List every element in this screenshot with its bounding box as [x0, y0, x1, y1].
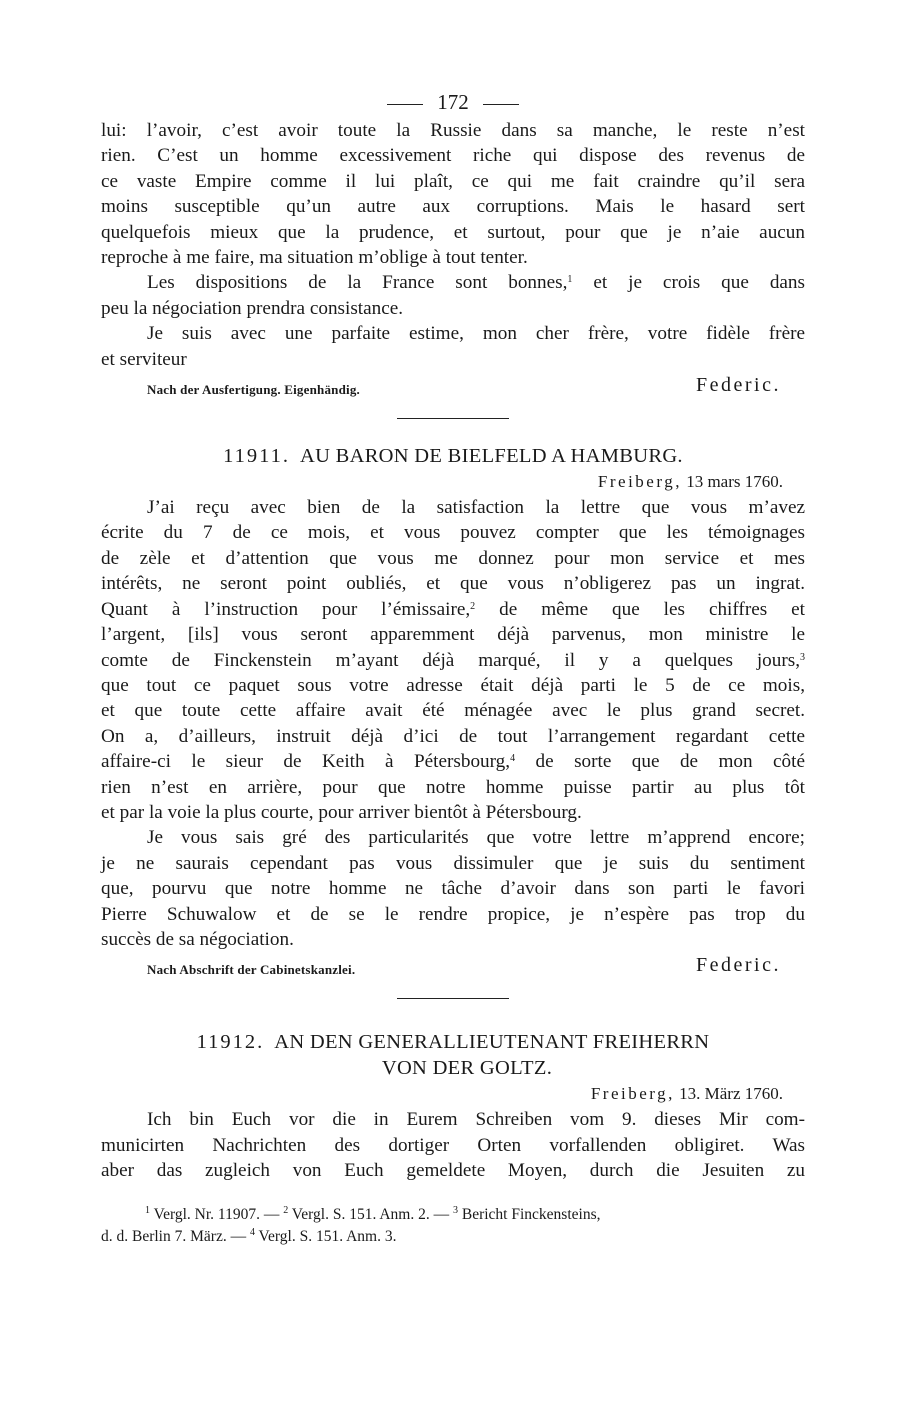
text-fragment: et je crois que dans — [572, 272, 805, 294]
letter-number: 11912. — [196, 1031, 265, 1054]
footnote-marker: 2 — [470, 600, 476, 612]
letter-date: 13. März 1760. — [679, 1084, 783, 1104]
text-line: J’ai reçu avec bien de la satisfaction la lettre que vous m’avez — [147, 497, 805, 519]
text-line: intérêts, ne seront point oubliés, et que vous n’obligerez pas un ingrat. — [101, 573, 805, 595]
page-header — [101, 86, 805, 118]
footnote-marker: 3 — [800, 651, 805, 663]
text-line: peu la négociation prendra consistance. — [101, 297, 404, 319]
text-line: moins susceptible qu’un autre aux corruptions. Mais le hasard sert — [101, 196, 805, 218]
text-fragment: Les dispositions de la France sont bonnes, — [147, 272, 568, 294]
text-line: et que toute cette affaire avait été ménagée avec le plus grand secret. — [101, 700, 805, 722]
footnote-text: Bericht Finckensteins, — [457, 1205, 601, 1223]
footnote-marker: 1 — [145, 1204, 150, 1216]
previous-letter-footer — [101, 374, 805, 402]
letter-body — [101, 495, 805, 952]
text-line — [101, 749, 805, 774]
text-line: que tout ce paquet sous votre adresse était déjà parti le 5 de ce mois, — [101, 674, 805, 696]
letter-body — [101, 1107, 805, 1183]
letter-title: AN DEN GENERALLIEUTENANT FREIHERRN — [274, 1031, 710, 1054]
footnote-marker: 1 — [567, 274, 573, 286]
header-dash-right — [483, 104, 519, 105]
place-name: Freiberg, — [597, 472, 682, 492]
place-name: Freiberg, — [590, 1084, 675, 1104]
footnote-text: d. d. Berlin 7. März. — — [101, 1227, 250, 1245]
text-fragment: comte de Finckenstein m’ayant déjà marqué, il y a quelques jours, — [101, 649, 800, 671]
previous-letter-body — [101, 118, 805, 372]
letter-date: 13 mars 1760. — [686, 472, 783, 492]
text-line: aber das zugleich von Euch gemeldete Moyen, durch die Jesuiten zu — [101, 1160, 805, 1182]
letter-heading — [101, 1029, 805, 1055]
text-line: rien n’est en arrière, pour que notre homme puisse partir au plus tôt — [101, 776, 805, 798]
signature: Federic. — [696, 374, 781, 397]
footnote-line — [101, 1204, 805, 1226]
text-line: rien. C’est un homme excessivement riche qui dispose des revenus de — [101, 145, 805, 167]
book-page — [101, 86, 805, 1248]
letter-title-line2: VON DER GOLTZ. — [381, 1057, 553, 1080]
text-line: Pierre Schuwalow et de se le rendre propice, je n’espère pas trop du — [101, 903, 805, 925]
footnote-text: Vergl. Nr. 11907. — — [150, 1205, 284, 1223]
text-line: quelquefois mieux que la prudence, et surtout, pour que je n’aie aucun — [101, 221, 805, 243]
footnote-marker: 4 — [249, 1226, 255, 1238]
footnote-marker: 2 — [283, 1204, 289, 1216]
text-fragment: affaire-ci le sieur de Keith à Pétersbourg, — [101, 751, 511, 773]
signature: Federic. — [696, 954, 781, 977]
footnotes — [101, 1204, 805, 1248]
text-fragment: de même que les chiffres et — [475, 598, 805, 620]
letter-dateline — [101, 469, 805, 495]
footnote-marker: 4 — [510, 753, 516, 765]
letter-dateline — [101, 1081, 805, 1107]
footnote-line — [101, 1226, 805, 1248]
footnote-text: Vergl. S. 151. Anm. 3. — [254, 1227, 397, 1245]
text-line: municirten Nachrichten des dortiger Orten vorfallenden obligiret. Was — [101, 1134, 805, 1156]
text-line: On a, d’ailleurs, instruit déjà d’ici de tout l’arrangement regardant cette — [101, 725, 805, 747]
letter-number: 11911. — [223, 445, 290, 468]
text-line: lui: l’avoir, c’est avoir toute la Russie dans sa manche, le reste n’est — [101, 120, 805, 141]
text-line: Je vous sais gré des particularités que votre lettre m’apprend encore; — [147, 827, 805, 849]
text-line: reproche à me faire, ma situation m’oblige à tout tenter. — [101, 247, 528, 269]
letter-title: AU BARON DE BIELFELD A HAMBURG. — [299, 445, 683, 468]
text-line: et serviteur — [101, 348, 187, 370]
source-note: Nach Abschrift der Cabinetskanzlei. — [147, 962, 356, 978]
text-line: l’argent, [ils] vous seront apparemment déjà parvenus, mon ministre le — [101, 624, 805, 646]
text-line: succès de sa négociation. — [101, 928, 294, 950]
text-line — [101, 270, 805, 295]
source-note: Nach der Ausfertigung. Eigenhändig. — [147, 382, 360, 398]
text-line: que, pourvu que notre homme ne tâche d’avoir dans son parti le favori — [101, 878, 805, 900]
letter-footer — [101, 954, 805, 982]
text-line — [101, 648, 805, 673]
header-dash-left — [387, 104, 423, 105]
text-line: de zèle et d’attention que vous me donnez pour mon service et mes — [101, 547, 805, 569]
text-line: et par la voie la plus courte, pour arriver bientôt à Pétersbourg. — [101, 801, 582, 823]
text-line: ce vaste Empire comme il lui plaît, ce qui me fait craindre qu’il sera — [101, 170, 805, 192]
text-line: je ne saurais cependant pas vous dissimuler que je suis du sentiment — [101, 852, 805, 874]
letter-heading — [101, 443, 805, 469]
text-line: Ich bin Euch vor die in Eurem Schreiben vom 9. dieses Mir com- — [147, 1109, 805, 1131]
footnote-marker: 3 — [452, 1204, 458, 1216]
text-line: écrite du 7 de ce mois, et vous pouvez compter que les témoignages — [101, 522, 805, 544]
footnote-text: Vergl. S. 151. Anm. 2. — — [288, 1205, 453, 1223]
letter-heading-cont — [101, 1055, 805, 1081]
text-line — [101, 597, 805, 622]
text-fragment: Quant à l’instruction pour l’émissaire, — [101, 598, 471, 620]
text-fragment: de sorte que de mon côté — [515, 751, 805, 773]
text-line: Je suis avec une parfaite estime, mon cher frère, votre fidèle frère — [147, 323, 805, 345]
page-number: 172 — [437, 90, 469, 114]
